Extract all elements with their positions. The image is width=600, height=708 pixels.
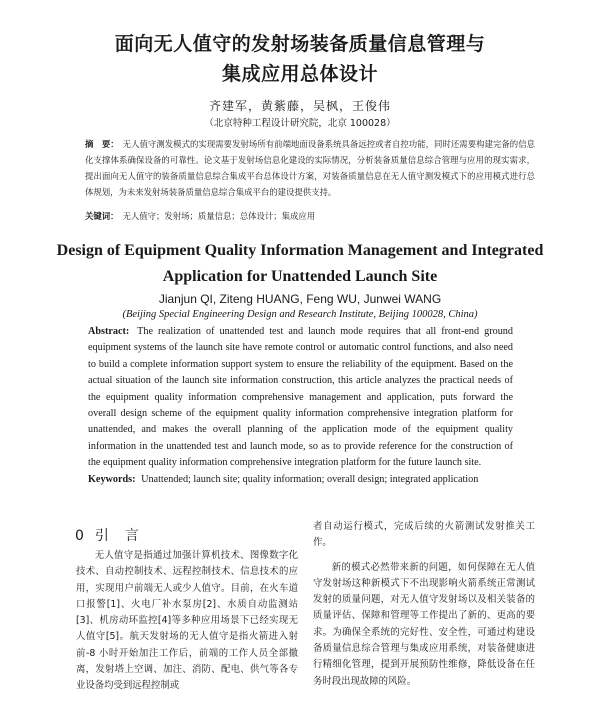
chinese-abstract — [85, 136, 535, 200]
english-abstract-text: The realization of unattended test and launch mode requires that all front-end ground equipment systems of the launch site have remote control or automatic control functions, and also need to build a complete information support system to ensure the reliability of the equipment. Based on the actual situation of the launch site information construction, this article analyzes the practical needs of the equipment quality information comprehensive management and application, puts forward the overall design scheme of the equipment quality information comprehensive integration platform for unattended, and makes the overall planning of the application mode of the equipment quality information in the unattended test and launch mode, so as to provide reference for the construction of the equipment quality information comprehensive integration platform for the future launch site. — [88, 326, 513, 469]
chinese-abstract-label: 摘 要： — [85, 139, 119, 149]
chinese-affiliation: （北京特种工程设计研究院，北京 100028） — [204, 118, 396, 129]
body-paragraph: 无人值守是指通过加强计算机技术、图像数字化技术、自动控制技术、远程控制技术、信息技术的应用，实现用户前端无人或少人值守。目前，在火车道口报警[1]、火电厂补水泵房[2]、水质自动监测站[3]、机房动环监控[4]等多种应用场景下已经实现无人值守[5]。航天发射场的无人值守是指火箭进入射前-8 小时开始加注工作后，前端的工作人员全部撤离，发射塔上空调、加注、消防、配电、供气等各专业设备均受到远程控制或 — [76, 550, 298, 692]
chinese-title-line-2: 集成应用总体设计 — [221, 63, 378, 85]
english-keywords — [88, 472, 513, 488]
english-title — [40, 238, 560, 290]
english-keywords-text: Unattended; launch site; quality information; overall design; integrated application — [141, 474, 479, 485]
body-column-left — [76, 548, 298, 695]
body-paragraph-continued: 者自动运行模式，完成后续的火箭测试发射推关工作。 — [313, 521, 535, 549]
chinese-authors: 齐建军，黄紫藤，吴枫，王俊伟 — [208, 99, 391, 113]
english-abstract — [88, 324, 513, 472]
english-abstract-label: Abstract: — [88, 326, 130, 337]
english-authors: Jianjun QI, Ziteng HUANG, Feng WU, Junwei WANG — [158, 292, 442, 306]
chinese-abstract-text: 无人值守测发模式的实现需要发射场所有前端地面设备系统具备远控或者自控功能，同时还需要构建完备的信息化支撑体系确保设备的可靠性。论文基于发射场信息化建设的实际情况，分析装备质量信息综合管理与应用的现实需求，提出面向无人值守的装备质量信息综合集成平台总体设计方案，对装备质量信息在无人值守测发模式下的应用模式进行总体规划，为未来发射场装备质量信息综合集成平台的建设提供支持。 — [85, 139, 536, 197]
english-title-line-1: Design of Equipment Quality Information Management and Integrated — [56, 242, 544, 259]
section-title: 引 言 — [94, 528, 140, 544]
chinese-keywords-text: 无人值守；发射场；质量信息；总体设计；集成应用 — [122, 211, 316, 221]
english-keywords-label: Keywords: — [88, 474, 136, 485]
section-number: 0 — [75, 528, 85, 544]
section-heading-introduction — [75, 525, 140, 545]
english-title-line-2: Application for Unattended Launch Site — [162, 268, 438, 285]
body-column-right — [313, 519, 535, 690]
body-paragraph: 新的模式必然带来新的问题，如何保障在无人值守发射场这种新模式下不出现影响火箭系统正常测试发射的质量问题，对无人值守发射场以及相关装备的质量评估、保障和管理等工作提出了新的、更高的要求。为确保全系统的完好性、安全性，可通过构建设备质量信息综合管理与集成应用系统，对装备健康进行精细化管理，提到开展预防性维修，降低设备在任务时段出现故障的风险。 — [313, 561, 535, 687]
chinese-title-line-1: 面向无人值守的发射场装备质量信息管理与 — [114, 33, 486, 55]
english-affiliation: (Beijing Special Engineering Design and Research Institute, Beijing 100028, China) — [122, 309, 478, 320]
chinese-keywords-label: 关键词： — [85, 211, 119, 221]
chinese-keywords — [85, 210, 535, 222]
